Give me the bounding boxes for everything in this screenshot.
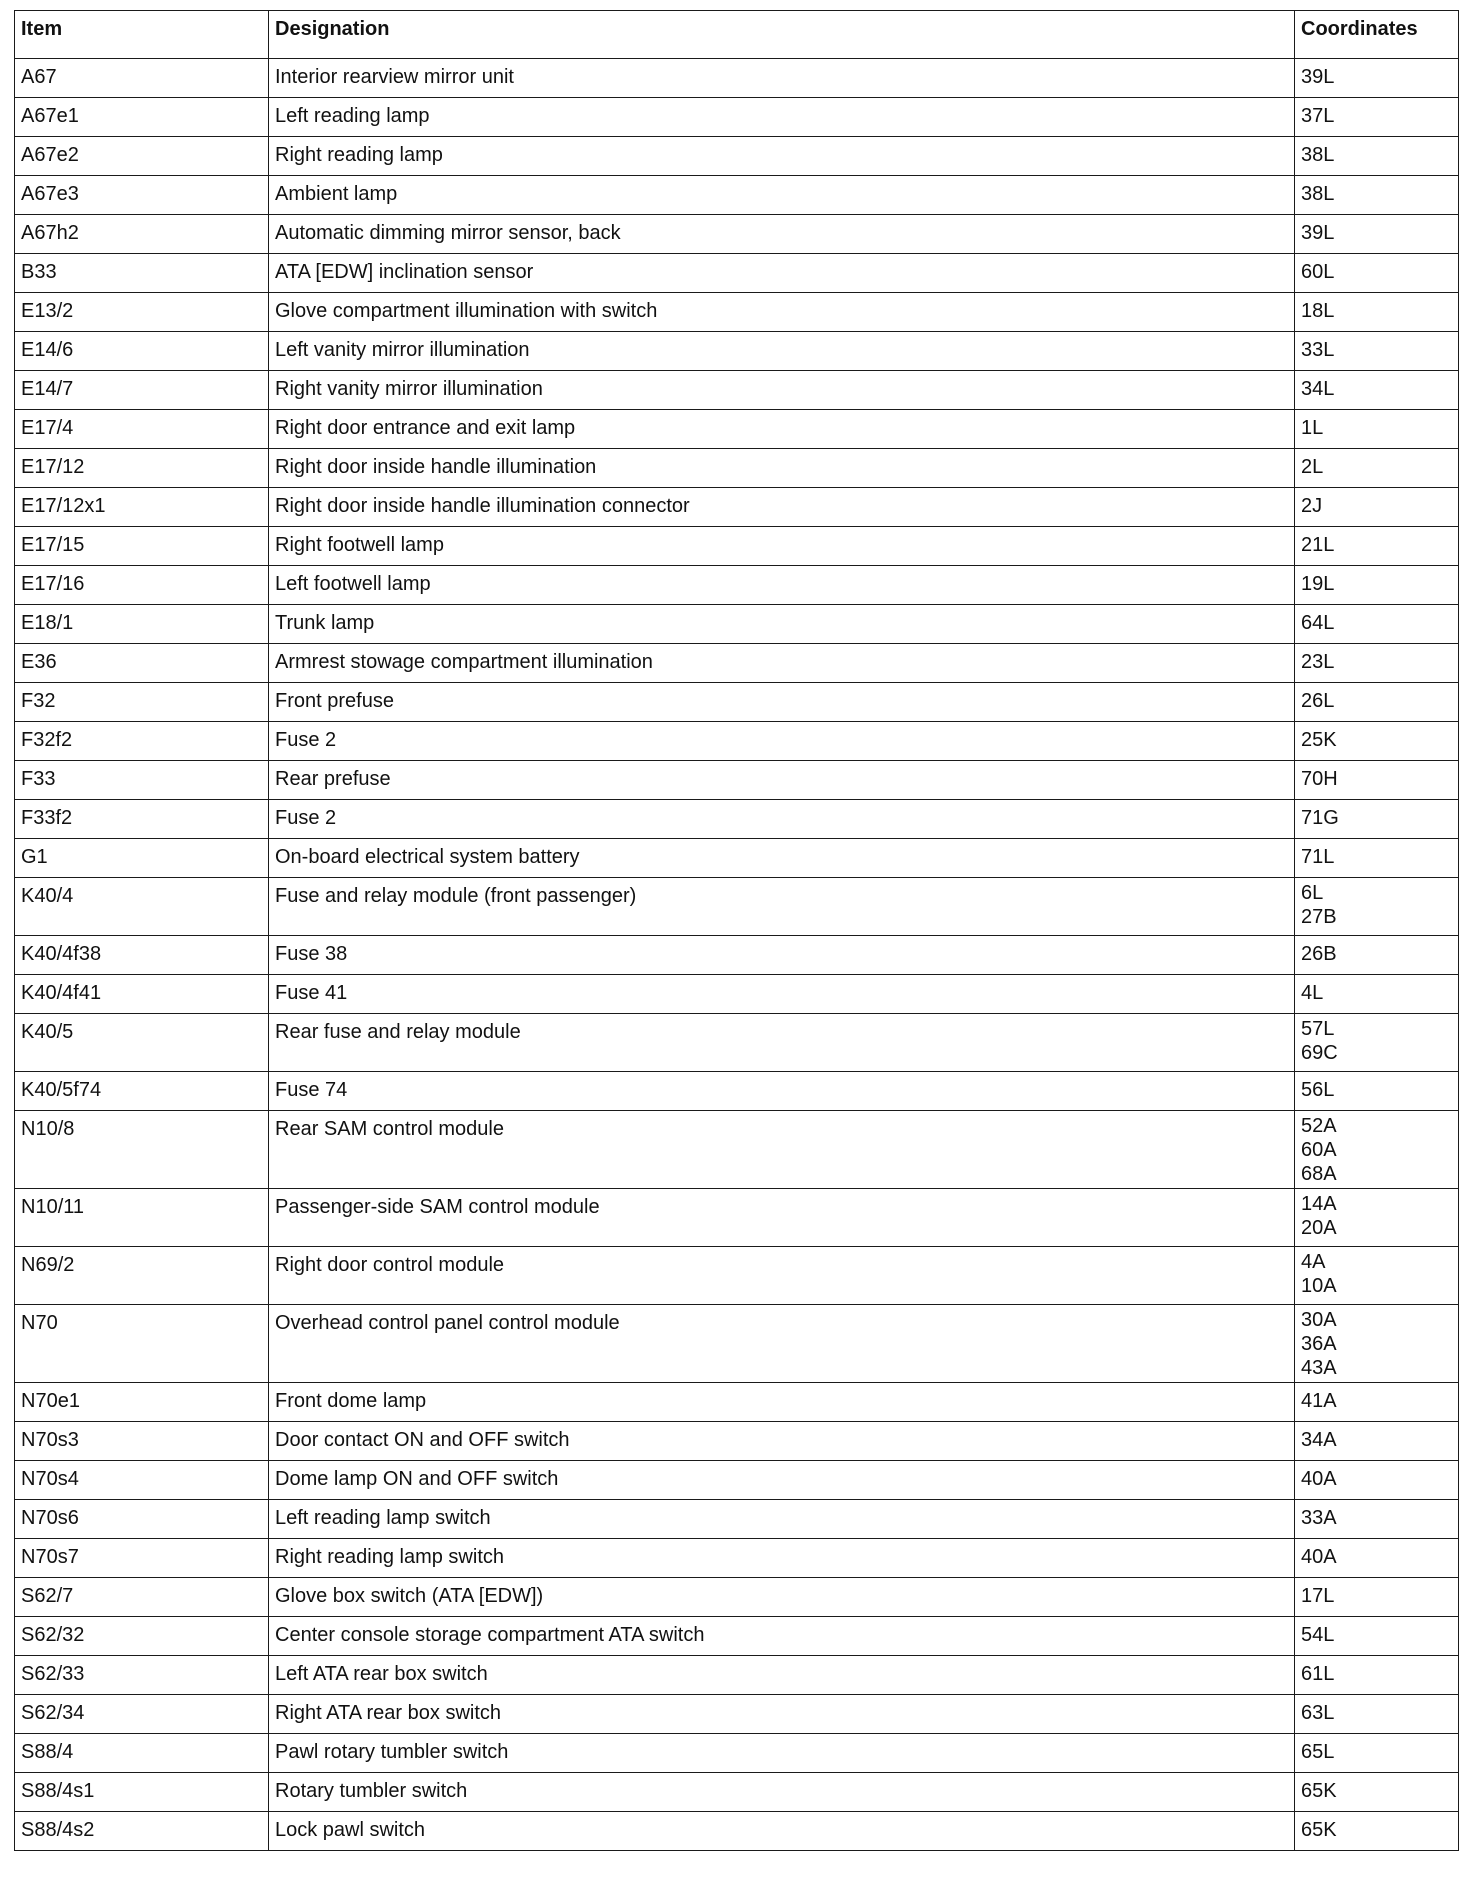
cell-designation: Fuse 38 <box>269 936 1295 975</box>
table-row <box>15 332 1459 371</box>
coordinate-value: 71L <box>1301 846 1335 868</box>
cell-designation: Armrest stowage compartment illumination <box>269 644 1295 683</box>
table-row <box>15 1072 1459 1111</box>
coordinate-value: 37L <box>1301 105 1335 127</box>
coordinate-value: 70H <box>1301 768 1338 790</box>
coordinate-value: 30A <box>1301 1309 1337 1331</box>
coordinate-value: 33A <box>1301 1507 1337 1529</box>
table-row <box>15 878 1459 936</box>
coordinate-value: 64L <box>1301 612 1335 634</box>
cell-item: K40/5 <box>15 1014 269 1072</box>
coordinate-value: 71G <box>1301 807 1339 829</box>
cell-designation: ATA [EDW] inclination sensor <box>269 254 1295 293</box>
coordinate-value: 2J <box>1301 495 1323 517</box>
cell-item: A67h2 <box>15 215 269 254</box>
cell-item: N10/11 <box>15 1189 269 1247</box>
cell-coordinates <box>1295 137 1459 176</box>
coordinate-value: 36A <box>1301 1333 1337 1355</box>
coordinate-value: 25K <box>1301 729 1337 751</box>
column-header-coordinates: Coordinates <box>1295 11 1459 59</box>
cell-coordinates <box>1295 254 1459 293</box>
cell-coordinates <box>1295 410 1459 449</box>
table-header <box>15 11 1459 59</box>
cell-coordinates <box>1295 488 1459 527</box>
cell-item: S62/32 <box>15 1617 269 1656</box>
coordinate-value: 52A <box>1301 1115 1337 1137</box>
cell-designation: Front prefuse <box>269 683 1295 722</box>
cell-item: A67e1 <box>15 98 269 137</box>
coordinate-value: 41A <box>1301 1390 1337 1412</box>
coordinate-value: 18L <box>1301 300 1335 322</box>
table-row <box>15 1305 1459 1383</box>
table-row <box>15 839 1459 878</box>
table-row <box>15 1111 1459 1189</box>
cell-item: S88/4s2 <box>15 1812 269 1851</box>
cell-item: B33 <box>15 254 269 293</box>
cell-item: N70s3 <box>15 1422 269 1461</box>
cell-item: E17/12x1 <box>15 488 269 527</box>
coordinate-value: 39L <box>1301 66 1335 88</box>
cell-designation: Fuse 74 <box>269 1072 1295 1111</box>
column-header-designation: Designation <box>269 11 1295 59</box>
cell-item: N10/8 <box>15 1111 269 1189</box>
cell-designation: Right door control module <box>269 1247 1295 1305</box>
coordinate-value: 14A <box>1301 1193 1337 1215</box>
cell-item: N70s6 <box>15 1500 269 1539</box>
coordinate-value: 63L <box>1301 1702 1335 1724</box>
table-row <box>15 410 1459 449</box>
coordinate-value: 26B <box>1301 943 1337 965</box>
cell-coordinates <box>1295 1247 1459 1305</box>
cell-coordinates <box>1295 722 1459 761</box>
cell-designation: Right ATA rear box switch <box>269 1695 1295 1734</box>
coordinate-value: 19L <box>1301 573 1335 595</box>
cell-item: F32f2 <box>15 722 269 761</box>
cell-designation: Pawl rotary tumbler switch <box>269 1734 1295 1773</box>
cell-designation: Right footwell lamp <box>269 527 1295 566</box>
cell-designation: Ambient lamp <box>269 176 1295 215</box>
cell-item: E17/12 <box>15 449 269 488</box>
cell-coordinates <box>1295 176 1459 215</box>
cell-coordinates <box>1295 839 1459 878</box>
cell-coordinates <box>1295 332 1459 371</box>
cell-designation: Passenger-side SAM control module <box>269 1189 1295 1247</box>
cell-coordinates <box>1295 878 1459 936</box>
cell-designation: Rear fuse and relay module <box>269 1014 1295 1072</box>
cell-item: E17/16 <box>15 566 269 605</box>
table-row <box>15 293 1459 332</box>
cell-designation: Door contact ON and OFF switch <box>269 1422 1295 1461</box>
cell-item: A67e3 <box>15 176 269 215</box>
table-row <box>15 1539 1459 1578</box>
cell-designation: Right vanity mirror illumination <box>269 371 1295 410</box>
coordinate-value: 69C <box>1301 1042 1338 1064</box>
cell-designation: Fuse 2 <box>269 800 1295 839</box>
table-row <box>15 1014 1459 1072</box>
cell-coordinates <box>1295 1656 1459 1695</box>
cell-coordinates <box>1295 1422 1459 1461</box>
coordinate-value: 1L <box>1301 417 1324 439</box>
cell-coordinates <box>1295 605 1459 644</box>
table-row <box>15 176 1459 215</box>
table-row <box>15 1247 1459 1305</box>
cell-designation: Right door inside handle illumination <box>269 449 1295 488</box>
cell-designation: On-board electrical system battery <box>269 839 1295 878</box>
table-row <box>15 488 1459 527</box>
cell-coordinates <box>1295 1111 1459 1189</box>
coordinate-value: 2L <box>1301 456 1324 478</box>
cell-coordinates <box>1295 293 1459 332</box>
cell-coordinates <box>1295 1305 1459 1383</box>
coordinate-value: 61L <box>1301 1663 1335 1685</box>
table-row <box>15 566 1459 605</box>
table-row <box>15 644 1459 683</box>
table-row <box>15 975 1459 1014</box>
cell-item: K40/5f74 <box>15 1072 269 1111</box>
table-row <box>15 683 1459 722</box>
table-row <box>15 1500 1459 1539</box>
cell-item: E18/1 <box>15 605 269 644</box>
table-body <box>15 59 1459 1851</box>
cell-coordinates <box>1295 1072 1459 1111</box>
cell-item: E13/2 <box>15 293 269 332</box>
cell-designation: Right reading lamp <box>269 137 1295 176</box>
cell-designation: Glove compartment illumination with switch <box>269 293 1295 332</box>
cell-item: S88/4 <box>15 1734 269 1773</box>
cell-designation: Fuse and relay module (front passenger) <box>269 878 1295 936</box>
cell-designation: Center console storage compartment ATA switch <box>269 1617 1295 1656</box>
coordinate-value: 21L <box>1301 534 1335 556</box>
table-row <box>15 1773 1459 1812</box>
cell-coordinates <box>1295 527 1459 566</box>
cell-item: S88/4s1 <box>15 1773 269 1812</box>
coordinate-value: 6L <box>1301 882 1324 904</box>
cell-designation: Left reading lamp switch <box>269 1500 1295 1539</box>
cell-designation: Right door entrance and exit lamp <box>269 410 1295 449</box>
cell-coordinates <box>1295 1014 1459 1072</box>
cell-item: E14/7 <box>15 371 269 410</box>
cell-coordinates <box>1295 449 1459 488</box>
column-header-item: Item <box>15 11 269 59</box>
table-row <box>15 1189 1459 1247</box>
coordinate-value: 20A <box>1301 1217 1337 1239</box>
cell-coordinates <box>1295 1617 1459 1656</box>
coordinate-value: 56L <box>1301 1079 1335 1101</box>
table-row <box>15 1461 1459 1500</box>
cell-designation: Automatic dimming mirror sensor, back <box>269 215 1295 254</box>
cell-coordinates <box>1295 1500 1459 1539</box>
cell-designation: Left reading lamp <box>269 98 1295 137</box>
cell-item: K40/4f41 <box>15 975 269 1014</box>
coordinate-value: 34A <box>1301 1429 1337 1451</box>
cell-item: S62/7 <box>15 1578 269 1617</box>
cell-coordinates <box>1295 566 1459 605</box>
cell-coordinates <box>1295 936 1459 975</box>
table-row <box>15 449 1459 488</box>
cell-designation: Front dome lamp <box>269 1383 1295 1422</box>
component-index-table <box>14 10 1459 1851</box>
cell-item: S62/33 <box>15 1656 269 1695</box>
cell-designation: Overhead control panel control module <box>269 1305 1295 1383</box>
cell-item: E17/4 <box>15 410 269 449</box>
cell-designation: Right door inside handle illumination connector <box>269 488 1295 527</box>
cell-coordinates <box>1295 371 1459 410</box>
table-row <box>15 1383 1459 1422</box>
cell-item: N70s4 <box>15 1461 269 1500</box>
table-row <box>15 371 1459 410</box>
table-row <box>15 936 1459 975</box>
cell-item: E14/6 <box>15 332 269 371</box>
cell-coordinates <box>1295 1773 1459 1812</box>
table-row <box>15 527 1459 566</box>
table-row <box>15 215 1459 254</box>
table-row <box>15 98 1459 137</box>
cell-designation: Rear SAM control module <box>269 1111 1295 1189</box>
cell-coordinates <box>1295 1695 1459 1734</box>
cell-coordinates <box>1295 1578 1459 1617</box>
cell-item: K40/4 <box>15 878 269 936</box>
cell-designation: Rotary tumbler switch <box>269 1773 1295 1812</box>
cell-item: S62/34 <box>15 1695 269 1734</box>
cell-item: A67 <box>15 59 269 98</box>
cell-coordinates <box>1295 800 1459 839</box>
cell-coordinates <box>1295 215 1459 254</box>
coordinate-value: 40A <box>1301 1468 1337 1490</box>
table-row <box>15 254 1459 293</box>
table-row <box>15 722 1459 761</box>
cell-designation: Fuse 2 <box>269 722 1295 761</box>
coordinate-value: 38L <box>1301 183 1335 205</box>
coordinate-value: 54L <box>1301 1624 1335 1646</box>
coordinate-value: 17L <box>1301 1585 1335 1607</box>
cell-designation: Lock pawl switch <box>269 1812 1295 1851</box>
table-row <box>15 1734 1459 1773</box>
cell-designation: Fuse 41 <box>269 975 1295 1014</box>
cell-coordinates <box>1295 1461 1459 1500</box>
cell-coordinates <box>1295 644 1459 683</box>
coordinate-value: 60L <box>1301 261 1335 283</box>
cell-coordinates <box>1295 761 1459 800</box>
cell-coordinates <box>1295 975 1459 1014</box>
table-row <box>15 137 1459 176</box>
coordinate-value: 65K <box>1301 1819 1337 1841</box>
cell-item: N70e1 <box>15 1383 269 1422</box>
cell-coordinates <box>1295 683 1459 722</box>
table-row <box>15 800 1459 839</box>
table-row <box>15 1812 1459 1851</box>
coordinate-value: 4A <box>1301 1251 1326 1273</box>
cell-designation: Dome lamp ON and OFF switch <box>269 1461 1295 1500</box>
cell-designation: Glove box switch (ATA [EDW]) <box>269 1578 1295 1617</box>
coordinate-value: 26L <box>1301 690 1335 712</box>
coordinate-value: 23L <box>1301 651 1335 673</box>
cell-designation: Left footwell lamp <box>269 566 1295 605</box>
coordinate-value: 27B <box>1301 906 1337 928</box>
header-row <box>15 11 1459 59</box>
coordinate-value: 38L <box>1301 144 1335 166</box>
cell-coordinates <box>1295 1734 1459 1773</box>
coordinate-value: 40A <box>1301 1546 1337 1568</box>
cell-coordinates <box>1295 1383 1459 1422</box>
cell-designation: Trunk lamp <box>269 605 1295 644</box>
cell-coordinates <box>1295 59 1459 98</box>
table-row <box>15 605 1459 644</box>
cell-item: N70s7 <box>15 1539 269 1578</box>
coordinate-value: 43A <box>1301 1357 1337 1379</box>
coordinate-value: 65L <box>1301 1741 1335 1763</box>
table-row <box>15 1422 1459 1461</box>
cell-coordinates <box>1295 1812 1459 1851</box>
table-row <box>15 1617 1459 1656</box>
coordinate-value: 57L <box>1301 1018 1335 1040</box>
cell-designation: Right reading lamp switch <box>269 1539 1295 1578</box>
cell-item: N69/2 <box>15 1247 269 1305</box>
cell-designation: Interior rearview mirror unit <box>269 59 1295 98</box>
cell-designation: Left ATA rear box switch <box>269 1656 1295 1695</box>
cell-item: A67e2 <box>15 137 269 176</box>
cell-designation: Left vanity mirror illumination <box>269 332 1295 371</box>
coordinate-value: 33L <box>1301 339 1335 361</box>
cell-item: E17/15 <box>15 527 269 566</box>
table-row <box>15 1695 1459 1734</box>
cell-coordinates <box>1295 98 1459 137</box>
coordinate-value: 10A <box>1301 1275 1337 1297</box>
cell-item: F33f2 <box>15 800 269 839</box>
cell-item: E36 <box>15 644 269 683</box>
cell-coordinates <box>1295 1189 1459 1247</box>
cell-item: N70 <box>15 1305 269 1383</box>
cell-item: G1 <box>15 839 269 878</box>
table-row <box>15 59 1459 98</box>
cell-item: F32 <box>15 683 269 722</box>
table-row <box>15 1656 1459 1695</box>
coordinate-value: 34L <box>1301 378 1335 400</box>
coordinate-value: 4L <box>1301 982 1324 1004</box>
coordinate-value: 65K <box>1301 1780 1337 1802</box>
table-row <box>15 1578 1459 1617</box>
cell-coordinates <box>1295 1539 1459 1578</box>
cell-designation: Rear prefuse <box>269 761 1295 800</box>
cell-item: F33 <box>15 761 269 800</box>
coordinate-value: 60A <box>1301 1139 1337 1161</box>
table-row <box>15 761 1459 800</box>
coordinate-value: 39L <box>1301 222 1335 244</box>
coordinate-value: 68A <box>1301 1163 1337 1185</box>
cell-item: K40/4f38 <box>15 936 269 975</box>
